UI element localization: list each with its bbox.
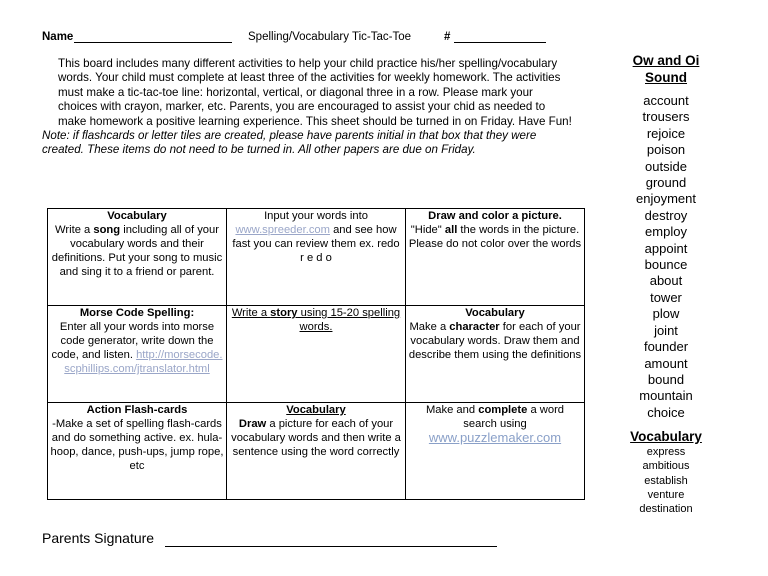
vocabulary-word: venture <box>647 488 685 501</box>
spelling-word: mountain <box>639 388 693 404</box>
activity-cell-morse-code[interactable] <box>48 306 227 403</box>
signature-line[interactable] <box>165 546 497 547</box>
spelling-word: joint <box>654 322 678 338</box>
cell-title: Action Flash-cards <box>86 404 188 416</box>
spelling-word: poison <box>646 142 686 158</box>
word-list-sidebar <box>622 52 710 516</box>
cell-text: Write a <box>231 307 271 319</box>
activity-cell-flash-cards[interactable] <box>48 403 227 500</box>
spelling-word: choice <box>647 404 685 420</box>
cell-text: Make a <box>409 321 450 333</box>
cell-text: including all of your vocabulary words and their definitions. Put your song to music and sing it to a friend or parent. <box>51 224 223 278</box>
cell-keyword: complete <box>478 404 528 416</box>
spelling-word: outside <box>645 158 687 174</box>
cell-text: for each of your vocabulary words. Draw them and describe them using the definitions <box>408 321 582 361</box>
spelling-word: ground <box>645 175 687 191</box>
morsecode-link[interactable]: http://morsecode.scphillips.com/jtranslator.html <box>64 349 223 375</box>
cell-title: Vocabulary <box>107 210 167 222</box>
cell-text: Input your words into <box>264 210 368 222</box>
cell-text: "Hide" <box>410 224 445 236</box>
vocabulary-word-list <box>622 445 710 516</box>
intro-note: Note: if flashcards or letter tiles are created, please have parents initial in that box that they were created. These items do not need to be turned in. All other papers are due on Friday. <box>42 129 537 157</box>
spelling-word: trousers <box>642 109 690 125</box>
name-label: Name <box>42 31 74 43</box>
cell-text: the words in the picture. Please do not color over the words <box>408 224 582 250</box>
number-blank-line <box>454 42 546 43</box>
intro-paragraph: This board includes many different activities to help your child practice his/her spelling/vocabulary words. Your child must complete at least three of the activities for weekly homework. The activities must make a tic-tac-toe line: horizontal, vertical, or diagonal three in a row. Please mark your choices with crayon, marker, etc. Parents, you are encouraged to assist your chid as needed to make homework a positive learning experience. This sheet should be turned in on Friday. Have Fun! <box>58 57 572 128</box>
vocabulary-word: ambitious <box>642 460 690 473</box>
cell-keyword: song <box>93 224 121 236</box>
instructions <box>42 57 574 158</box>
vocabulary-word: express <box>646 446 686 459</box>
number-label: # <box>444 31 451 43</box>
cell-text: using 15-20 spelling words. <box>297 307 401 333</box>
parents-signature-label: Parents Signature <box>42 530 155 546</box>
activity-cell-spreeder[interactable] <box>227 209 406 306</box>
vocabulary-heading: Vocabulary <box>630 429 702 445</box>
spelling-word: tower <box>650 289 682 305</box>
cell-text: Write a <box>55 224 94 236</box>
activity-cell-story[interactable] <box>227 306 406 403</box>
cell-title: Draw and color a picture. <box>428 210 562 222</box>
spelling-word: enjoyment <box>636 191 696 207</box>
spelling-word: destroy <box>644 207 688 223</box>
spelling-word: bounce <box>644 257 688 273</box>
activity-cell-vocabulary-character[interactable] <box>406 306 585 403</box>
activity-cell-word-search[interactable] <box>406 403 585 500</box>
spelling-word: founder <box>643 339 689 355</box>
spreeder-link[interactable]: www.spreeder.com <box>235 224 330 236</box>
cell-text: Enter all your words into morse code generator, write down the code, and listen. <box>51 321 215 361</box>
spelling-word: employ <box>645 224 687 240</box>
cell-keyword: story <box>270 307 298 319</box>
cell-text: a picture for each of your vocabulary words and then write a sentence using the word correctly <box>231 418 401 458</box>
spelling-word: bound <box>647 371 685 387</box>
vocabulary-word: destination <box>639 502 693 515</box>
word-list-subheading: Sound <box>645 70 687 85</box>
spelling-word-list <box>622 93 710 421</box>
activity-cell-vocabulary-song[interactable] <box>48 209 227 306</box>
spelling-word: appoint <box>644 240 688 256</box>
cell-title: Vocabulary <box>286 404 346 416</box>
cell-keyword: Draw <box>238 418 267 430</box>
spelling-word: plow <box>652 306 680 322</box>
cell-title: Morse Code Spelling: <box>79 307 195 319</box>
puzzlemaker-link[interactable]: www.puzzlemaker.com <box>428 430 562 445</box>
activity-cell-draw-picture[interactable] <box>406 209 585 306</box>
spelling-word: amount <box>644 355 688 371</box>
cell-text: -Make a set of spelling flash-cards and do something active. ex. hula-hoop, dance, push-ups, jump rope, etc <box>50 418 224 472</box>
cell-title: Vocabulary <box>465 307 525 319</box>
spelling-word: rejoice <box>646 125 686 141</box>
spelling-word: about <box>649 273 683 289</box>
word-list-heading: Ow and Oi <box>632 53 700 68</box>
cell-text: and see how fast you can review them ex. redo r e d o <box>232 224 400 264</box>
cell-text: Make and <box>425 404 479 416</box>
tic-tac-toe-board <box>47 208 585 500</box>
cell-keyword: character <box>449 321 500 333</box>
spelling-word: account <box>643 93 689 108</box>
activity-cell-vocabulary-draw[interactable] <box>227 403 406 500</box>
cell-text: a word search using <box>463 404 565 430</box>
cell-keyword: all <box>444 224 458 236</box>
vocabulary-word: establish <box>644 474 688 487</box>
name-blank-line <box>74 42 232 43</box>
page-title: Spelling/Vocabulary Tic-Tac-Toe <box>248 31 411 43</box>
